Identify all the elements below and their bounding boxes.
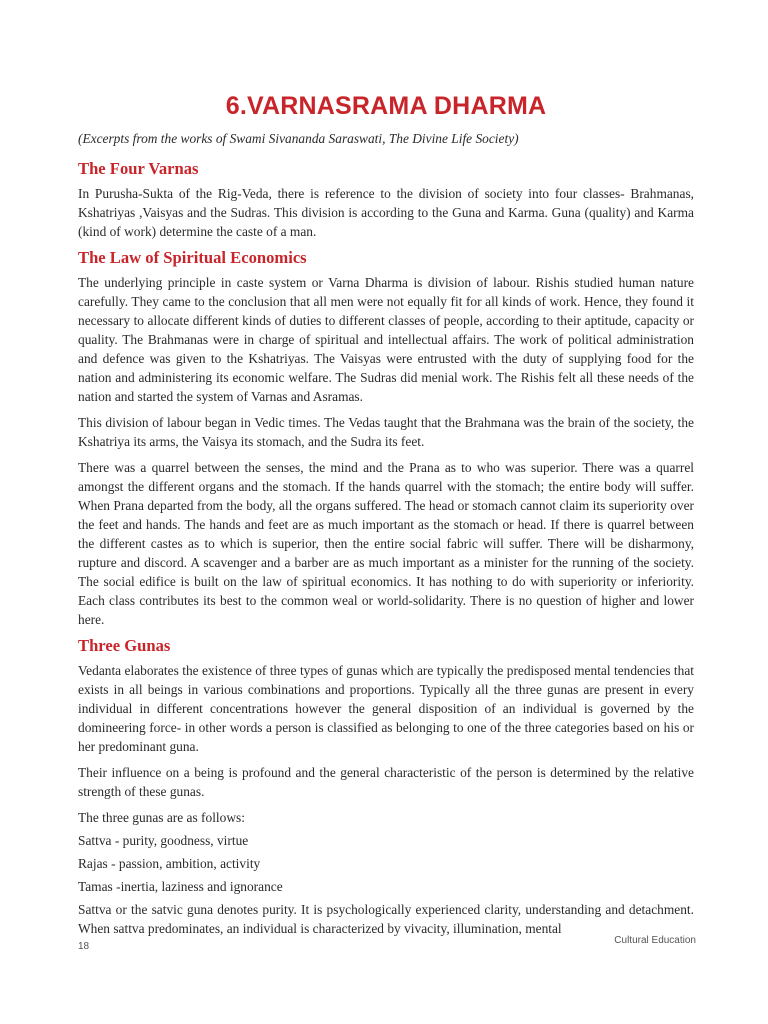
paragraph: Their influence on a being is profound and the general characteristic of the person is determined by the relative strength of these gunas. [78, 765, 694, 799]
paragraph: This division of labour began in Vedic times. The Vedas taught that the Brahmana was the brain of the society, the Kshatriya its arms, the Vaisya its stomach, and the Sudra its feet. [78, 415, 694, 449]
page-subtitle: (Excerpts from the works of Swami Sivananda Saraswati, The Divine Life Society) [78, 131, 519, 146]
paragraph: Vedanta elaborates the existence of three types of gunas which are typically the predisposed mental tendencies that exists in all beings in various combinations and proportions. Typically all the three gunas are present in every individual in different concentrations however the general disposition of an individual is governed by the domineering force- in other words a person is classified as belonging to one of the three categories based on his or her predominant guna. [78, 663, 694, 754]
paragraph: There was a quarrel between the senses, the mind and the Prana as to who was superior. There was a quarrel amongst the different organs and the stomach. If the hands quarrel with the stomach; the entire body will suffer. When Prana departed from the body, all the organs suffered. The head or stomach cannot claim its superiority over the feet and hands. The hands and feet are as much important as the stomach or head. If there is quarrel between the different castes as to which is superior, then the entire social fabric will suffer. There will be disharmony, rupture and discord. A scavenger and a barber are as much important as a minister for the running of the society. The social edifice is built on the law of spiritual economics. It has nothing to do with superiority or inferiority. Each class contributes its best to the common weal or world-solidarity. There is no question of higher and lower here. [78, 460, 694, 627]
page-title: 6.VARNASRAMA DHARMA [225, 92, 547, 120]
footer-label: Cultural Education [614, 935, 696, 946]
section-heading-four-varnas: The Four Varnas [78, 159, 199, 178]
guna-item-tamas: Tamas -inertia, laziness and ignorance [78, 879, 283, 894]
section-heading-three-gunas: Three Gunas [78, 636, 171, 655]
section-heading-spiritual-economics: The Law of Spiritual Economics [78, 248, 307, 267]
paragraph: Sattva or the satvic guna denotes purity. It is psychologically experienced clarity, understanding and detachment. When sattva predominates, an individual is characterized by vivacity, illumination, mental [78, 902, 694, 936]
paragraph: In Purusha-Sukta of the Rig-Veda, there is reference to the division of society into four classes- Brahmanas, Kshatriyas ,Vaisyas and the Sudras. This division is according to the Guna and Karma. Guna (quality) and Karma (kind of work) determine the caste of a man. [78, 186, 694, 239]
paragraph: The three gunas are as follows: [78, 810, 245, 825]
paragraph: The underlying principle in caste system or Varna Dharma is division of labour. Rishis studied human nature carefully. They came to the conclusion that all men were not equally fit for all kinds of work. Hence, they found it necessary to allocate different kinds of duties to different classes of people, according to their aptitude, capacity or quality. The Brahmanas were in charge of spiritual and intellectual affairs. The work of political administration and defence was given to the Kshatriyas. The Vaisyas were entrusted with the duty of supplying food for the nation and administering its economic welfare. The Sudras did menial work. The Rishis felt all these needs of the nation and started the system of Varnas and Asramas. [78, 275, 694, 404]
document-page [78, 86, 694, 945]
guna-item-sattva: Sattva - purity, goodness, virtue [78, 833, 249, 848]
page-number: 18 [78, 941, 90, 952]
guna-item-rajas: Rajas - passion, ambition, activity [78, 856, 261, 871]
